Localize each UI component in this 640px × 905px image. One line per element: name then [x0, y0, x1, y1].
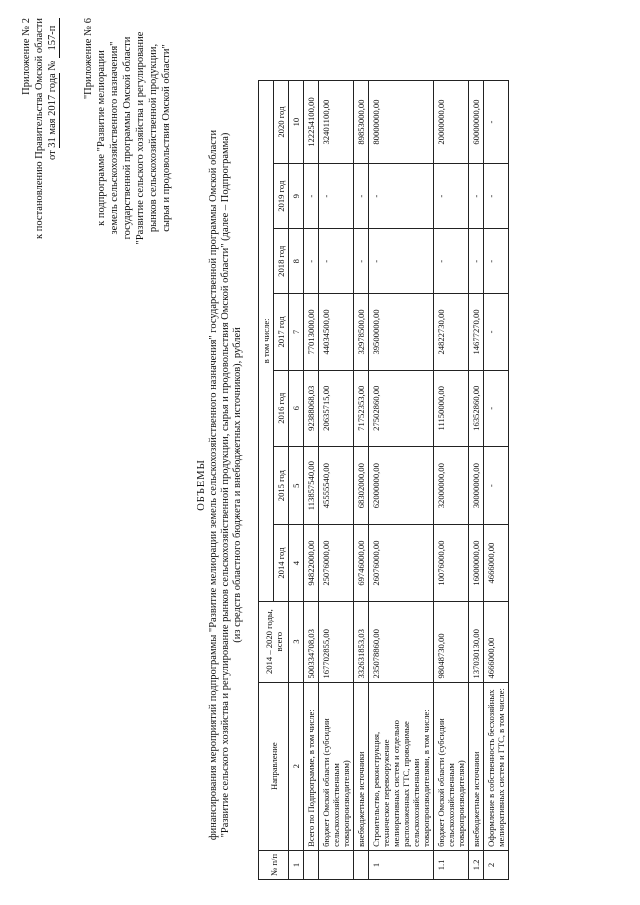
row-year-value: 69746000,00	[354, 525, 369, 601]
row-direction: бюджет Омской области (субсидии сельскохозяйственным товаропроизводителям)	[319, 682, 354, 850]
row-total: 98048730,00	[434, 601, 469, 682]
column-number: 9	[289, 164, 304, 229]
row-direction: Оформление в собственность бесхозяйных мелиоративных систем и ГТС, в том числе:	[484, 682, 509, 850]
header-direction: Направление	[259, 682, 289, 850]
row-year-value: 14677270,00	[469, 294, 484, 370]
appendix-header	[20, 18, 60, 258]
row-year-value: 16000000,00	[469, 525, 484, 601]
row-total: 235078860,00	[369, 601, 434, 682]
row-num: 2	[484, 850, 509, 879]
appendix6-line6: рынков сельскохозяйственной продукции,	[148, 43, 159, 233]
row-num	[304, 850, 319, 879]
row-total: 137030130,00	[469, 601, 484, 682]
row-year-value: 32401100,00	[319, 81, 354, 164]
appendix-date-line	[46, 18, 60, 258]
row-direction: внебюджетные источники	[354, 682, 369, 850]
row-year-value: 30000000,00	[469, 446, 484, 525]
row-total: 167702855,00	[319, 601, 354, 682]
row-year-value: 25076000,00	[319, 525, 354, 601]
row-num	[319, 850, 354, 879]
row-year-value: 62000000,00	[369, 446, 434, 525]
row-year-value: 122254100,00	[304, 81, 319, 164]
title-line3: (из средств областного бюджета и внебюджетных источников), рублей	[232, 327, 243, 643]
appendix6-line1: "Приложение № 6	[83, 18, 94, 100]
row-year-value: 60000000,00	[469, 81, 484, 164]
column-number: 2	[289, 682, 304, 850]
header-year: 2016 год	[274, 370, 289, 446]
row-year-value: 32000000,00	[434, 446, 469, 525]
header-year: 2018 год	[274, 229, 289, 294]
table-row	[319, 81, 354, 880]
column-number: 6	[289, 370, 304, 446]
title-line1: финансирования мероприятий подпрограммы "Развитие мелиорации земель сельскохозяйственного назначения" государственной программы Омской области	[208, 129, 219, 841]
row-year-value: 71752353,00	[354, 370, 369, 446]
header-year: 2015 год	[274, 446, 289, 525]
date: 31 мая 2017 года	[47, 73, 58, 148]
row-year-value: -	[434, 229, 469, 294]
row-year-value: 68302000,00	[354, 446, 369, 525]
row-year-value: 20000000,00	[434, 81, 469, 164]
header-including: в том числе:	[259, 81, 274, 602]
row-year-value: -	[319, 229, 354, 294]
row-year-value: -	[304, 164, 319, 229]
header-num: № п/п	[259, 850, 289, 879]
table-row	[304, 81, 319, 880]
row-year-value: -	[354, 164, 369, 229]
table-row	[354, 81, 369, 880]
row-year-value: -	[469, 164, 484, 229]
row-year-value: 27502860,00	[369, 370, 434, 446]
row-direction: бюджет Омской области (субсидии сельскохозяйственным товаропроизводителям)	[434, 682, 469, 850]
row-year-value: 16352860,00	[469, 370, 484, 446]
row-year-value: 113857540,00	[304, 446, 319, 525]
header-year: 2014 год	[274, 525, 289, 601]
row-direction: Всего по Подпрограмме, в том числе:	[304, 682, 319, 850]
appendix-line1: Приложение № 2	[21, 18, 32, 95]
row-num: 1.2	[469, 850, 484, 879]
row-year-value: -	[434, 164, 469, 229]
appendix6-line3: земель сельскохозяйственного назначения"	[109, 41, 120, 235]
row-year-value: -	[304, 229, 319, 294]
table-row	[434, 81, 469, 880]
row-year-value: -	[484, 446, 509, 525]
row-year-value: -	[484, 294, 509, 370]
row-year-value: 24822730,00	[434, 294, 469, 370]
column-number: 8	[289, 229, 304, 294]
row-year-value: -	[369, 229, 434, 294]
row-num: 1.1	[434, 850, 469, 879]
table-row	[484, 81, 509, 880]
column-number: 7	[289, 294, 304, 370]
row-year-value: -	[484, 370, 509, 446]
row-year-value: -	[469, 229, 484, 294]
row-total: 4666000,00	[484, 601, 509, 682]
appendix6-line4: государственной программы Омской области	[122, 36, 133, 240]
row-year-value: 11150000,00	[434, 370, 469, 446]
funding-table	[258, 80, 509, 880]
appendix6-line2: к подпрограмме "Развитие мелиорации	[96, 50, 107, 226]
row-year-value: -	[484, 81, 509, 164]
header-year: 2017 год	[274, 294, 289, 370]
table-row	[469, 81, 484, 880]
row-num	[354, 850, 369, 879]
row-year-value: 4666000,00	[484, 525, 509, 601]
row-year-value: 10076000,00	[434, 525, 469, 601]
header-year: 2020 год	[274, 81, 289, 164]
row-year-value: 32978500,00	[354, 294, 369, 370]
title-heading: ОБЪЕМЫ	[196, 459, 207, 511]
column-number: 4	[289, 525, 304, 601]
header-total: 2014 – 2020 годы, всего	[259, 601, 289, 682]
row-year-value: 80000000,00	[369, 81, 434, 164]
row-year-value: 77013000,00	[304, 294, 319, 370]
document-title	[196, 125, 244, 845]
date-prefix: от	[47, 150, 58, 161]
column-numbers-row	[289, 81, 304, 880]
row-total: 332631853,03	[354, 601, 369, 682]
appendix-line2: к постановлению Правительства Омской области	[34, 18, 45, 239]
row-direction: Строительство, реконструкция, техническое перевооружение мелиоративных систем и отдельно расположенных ГТС, проводимые сельскохозяйственными товаропроизводителями, в том числе:	[369, 682, 434, 850]
row-total: 500334708,03	[304, 601, 319, 682]
row-year-value: -	[319, 164, 354, 229]
row-year-value: 26076000,00	[369, 525, 434, 601]
column-number: 1	[289, 850, 304, 879]
row-year-value: 44034500,00	[319, 294, 354, 370]
row-year-value: 89853000,00	[354, 81, 369, 164]
row-direction: внебюджетные источники	[469, 682, 484, 850]
column-number: 10	[289, 81, 304, 164]
table-row	[369, 81, 434, 880]
row-year-value: 39500000,00	[369, 294, 434, 370]
title-line2: "Развитие сельского хозяйства и регулирование рынков сельскохозяйственной продукции, сырья и продовольствия Омской области" (далее – Подпрограмма)	[220, 132, 231, 838]
row-year-value: -	[354, 229, 369, 294]
appendix6-line7: сырья и продовольствия Омской области"	[161, 44, 172, 232]
column-number: 5	[289, 446, 304, 525]
number-prefix: №	[47, 60, 58, 71]
column-number: 3	[289, 601, 304, 682]
row-num: 1	[369, 850, 434, 879]
row-year-value: 45555540,00	[319, 446, 354, 525]
row-year-value: -	[484, 164, 509, 229]
appendix6-header	[82, 18, 173, 258]
row-year-value: -	[369, 164, 434, 229]
appendix6-line5: "Развитие сельского хозяйства и регулирование	[135, 31, 146, 245]
header-year: 2019 год	[274, 164, 289, 229]
row-year-value: 94822000,00	[304, 525, 319, 601]
row-year-value: -	[484, 229, 509, 294]
header-row	[259, 81, 274, 880]
document-number: 157-п	[46, 18, 60, 58]
row-year-value: 20635715,00	[319, 370, 354, 446]
row-year-value: 92388068,03	[304, 370, 319, 446]
